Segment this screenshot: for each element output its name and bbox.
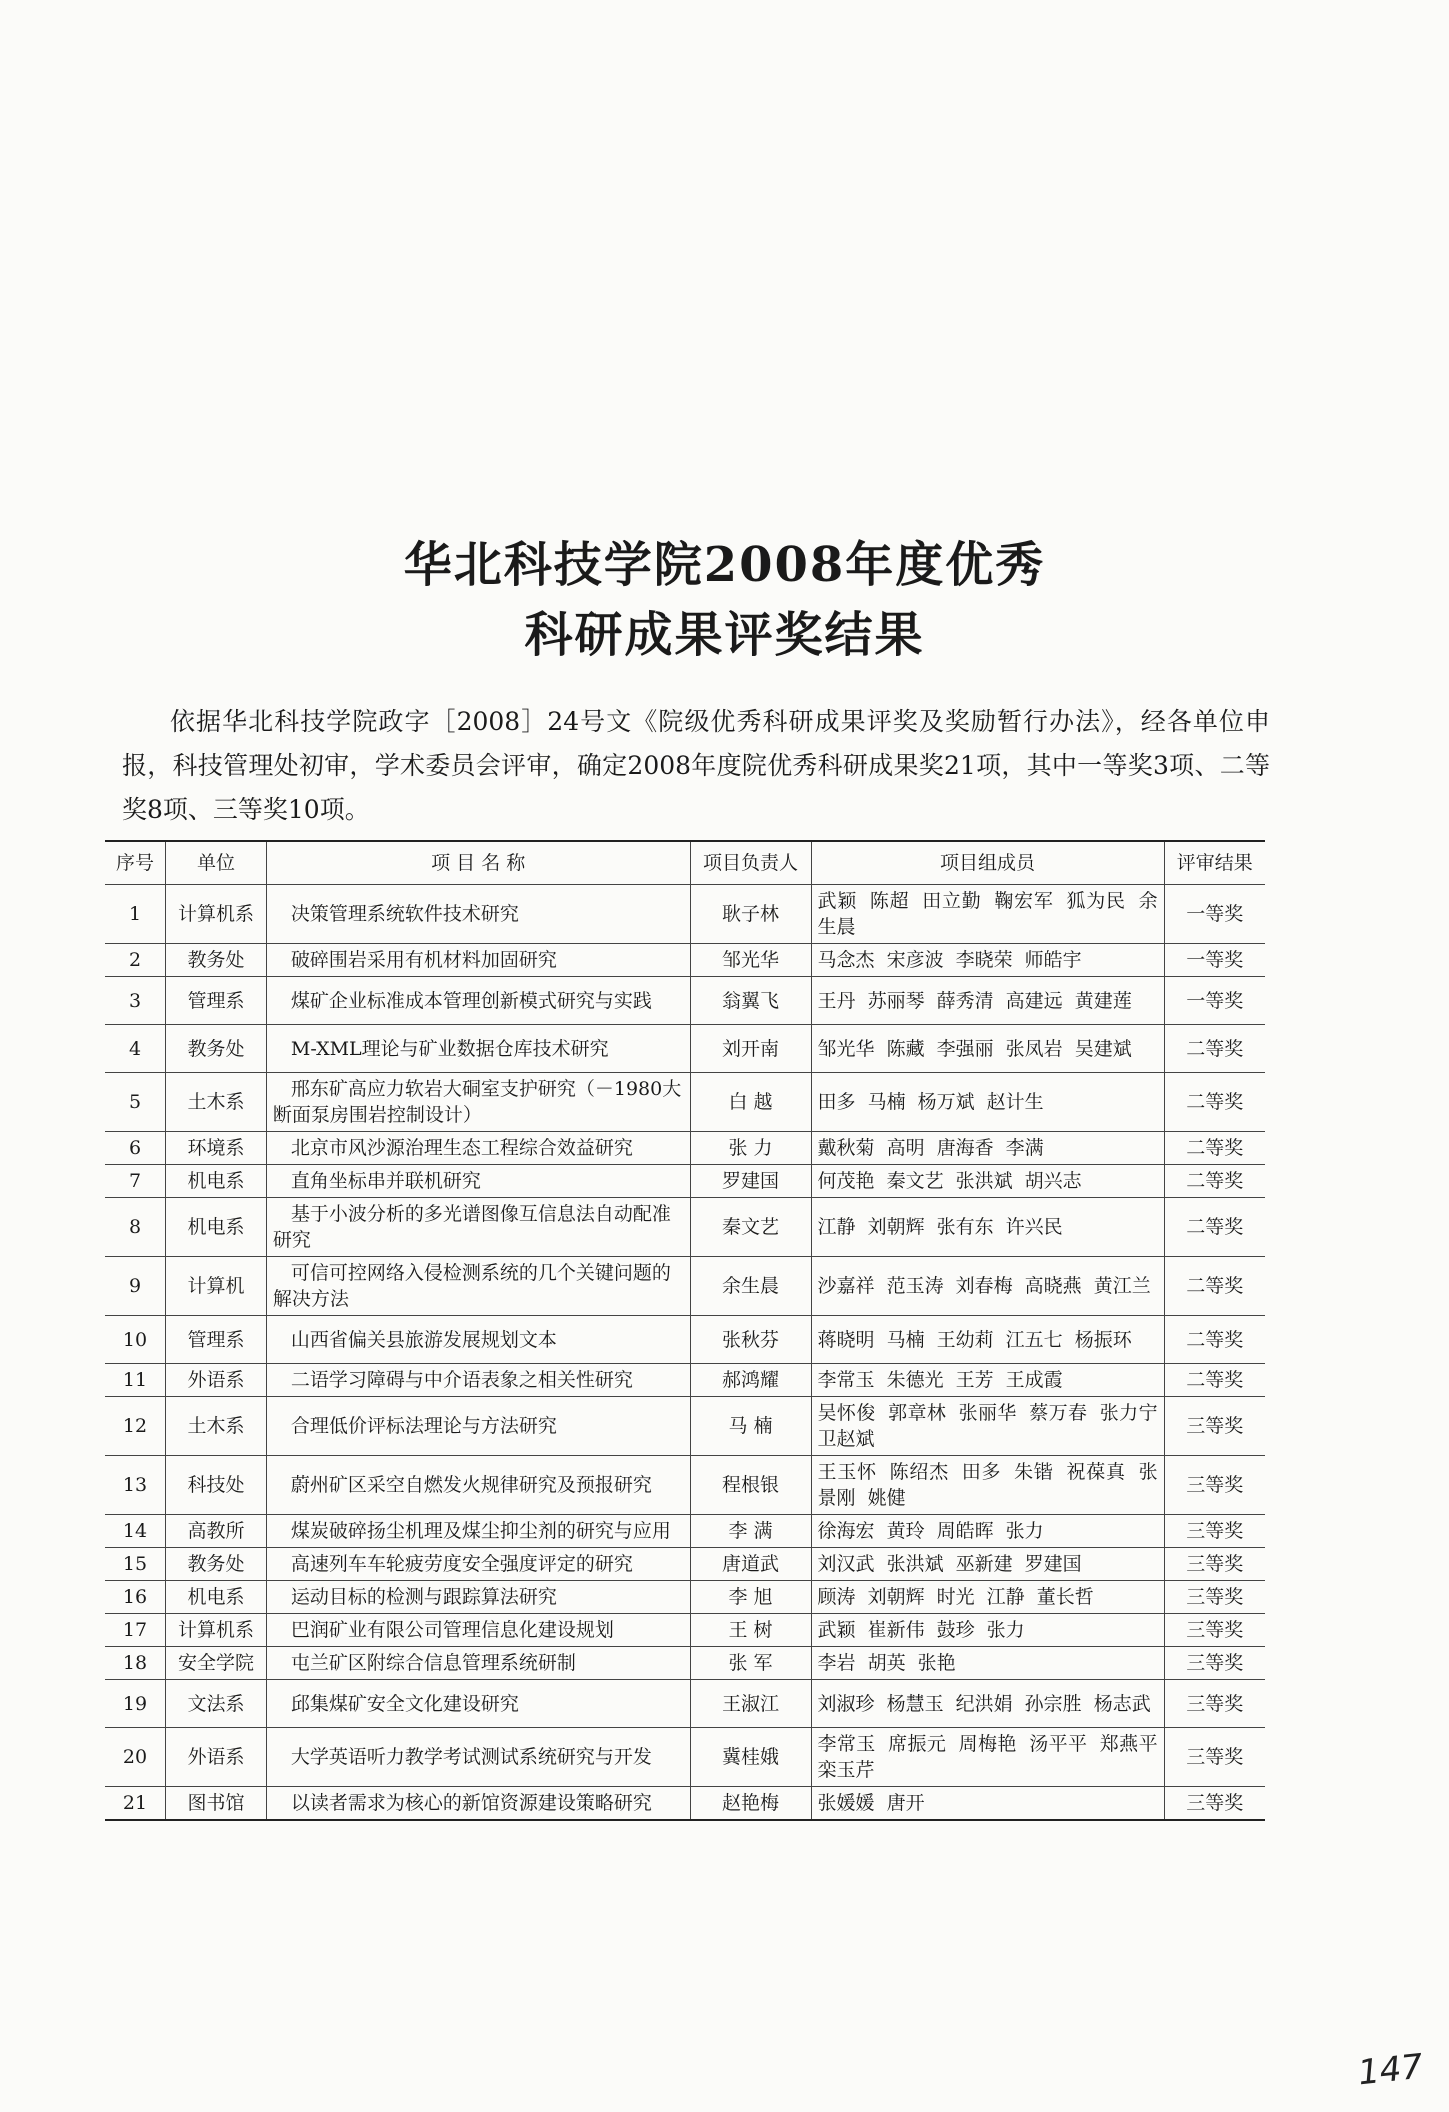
cell-leader: 张秋芬 [690, 1316, 811, 1364]
cell-members: 武颖 崔新伟 鼓珍 张力 [811, 1614, 1164, 1647]
table-row [105, 1647, 1265, 1680]
table-header-row [105, 841, 1265, 885]
cell-no: 5 [105, 1073, 166, 1132]
cell-members: 张媛媛 唐开 [811, 1787, 1164, 1821]
cell-unit: 外语系 [166, 1364, 267, 1397]
cell-project-name: 可信可控网络入侵检测系统的几个关键问题的解决方法 [266, 1257, 690, 1316]
table-row [105, 1515, 1265, 1548]
cell-members: 李常玉 朱德光 王芳 王成霞 [811, 1364, 1164, 1397]
cell-result: 二等奖 [1164, 1132, 1265, 1165]
table-row [105, 1198, 1265, 1257]
cell-leader: 郝鸿耀 [690, 1364, 811, 1397]
cell-result: 二等奖 [1164, 1198, 1265, 1257]
table-row [105, 1132, 1265, 1165]
cell-leader: 李 旭 [690, 1581, 811, 1614]
cell-leader: 刘开南 [690, 1025, 811, 1073]
cell-unit: 土木系 [166, 1397, 267, 1456]
cell-members: 沙嘉祥 范玉涛 刘春梅 高晓燕 黄江兰 [811, 1257, 1164, 1316]
cell-project-name: 邱集煤矿安全文化建设研究 [266, 1680, 690, 1728]
table-row [105, 1548, 1265, 1581]
cell-leader: 冀桂娥 [690, 1728, 811, 1787]
cell-no: 15 [105, 1548, 166, 1581]
table-row [105, 1614, 1265, 1647]
cell-leader: 余生晨 [690, 1257, 811, 1316]
cell-result: 二等奖 [1164, 1025, 1265, 1073]
table-row [105, 1680, 1265, 1728]
table-row [105, 1787, 1265, 1821]
cell-project-name: 大学英语听力教学考试测试系统研究与开发 [266, 1728, 690, 1787]
cell-project-name: 北京市风沙源治理生态工程综合效益研究 [266, 1132, 690, 1165]
cell-unit: 管理系 [166, 977, 267, 1025]
cell-unit: 外语系 [166, 1728, 267, 1787]
cell-project-name: 直角坐标串并联机研究 [266, 1165, 690, 1198]
cell-leader: 李 满 [690, 1515, 811, 1548]
cell-unit: 计算机系 [166, 1614, 267, 1647]
cell-result: 三等奖 [1164, 1614, 1265, 1647]
cell-project-name: 巴润矿业有限公司管理信息化建设规划 [266, 1614, 690, 1647]
cell-no: 17 [105, 1614, 166, 1647]
cell-members: 王玉怀 陈绍杰 田多 朱锴 祝葆真 张景刚 姚健 [811, 1456, 1164, 1515]
cell-project-name: 高速列车车轮疲劳度安全强度评定的研究 [266, 1548, 690, 1581]
cell-no: 9 [105, 1257, 166, 1316]
cell-result: 三等奖 [1164, 1456, 1265, 1515]
cell-members: 邹光华 陈藏 李强丽 张凤岩 吴建斌 [811, 1025, 1164, 1073]
table-row [105, 1025, 1265, 1073]
cell-no: 7 [105, 1165, 166, 1198]
cell-no: 18 [105, 1647, 166, 1680]
cell-no: 14 [105, 1515, 166, 1548]
cell-no: 11 [105, 1364, 166, 1397]
cell-no: 2 [105, 944, 166, 977]
cell-members: 吴怀俊 郭章林 张丽华 蔡万春 张力宁 卫赵斌 [811, 1397, 1164, 1456]
cell-result: 三等奖 [1164, 1548, 1265, 1581]
cell-result: 三等奖 [1164, 1515, 1265, 1548]
cell-project-name: 破碎围岩采用有机材料加固研究 [266, 944, 690, 977]
cell-unit: 机电系 [166, 1198, 267, 1257]
cell-leader: 程根银 [690, 1456, 811, 1515]
cell-no: 8 [105, 1198, 166, 1257]
document-title [0, 530, 1449, 670]
cell-leader: 耿子林 [690, 885, 811, 944]
table-row [105, 1456, 1265, 1515]
cell-project-name: 运动目标的检测与跟踪算法研究 [266, 1581, 690, 1614]
cell-members: 马念杰 宋彦波 李晓荣 师皓宇 [811, 944, 1164, 977]
cell-project-name: 二语学习障碍与中介语表象之相关性研究 [266, 1364, 690, 1397]
cell-leader: 王 树 [690, 1614, 811, 1647]
cell-result: 二等奖 [1164, 1364, 1265, 1397]
cell-leader: 秦文艺 [690, 1198, 811, 1257]
cell-unit: 高教所 [166, 1515, 267, 1548]
cell-project-name: 基于小波分析的多光谱图像互信息法自动配准研究 [266, 1198, 690, 1257]
cell-unit: 机电系 [166, 1165, 267, 1198]
cell-unit: 图书馆 [166, 1787, 267, 1821]
cell-no: 4 [105, 1025, 166, 1073]
table-row [105, 1397, 1265, 1456]
table-row [105, 1165, 1265, 1198]
cell-members: 王丹 苏丽琴 薛秀清 高建远 黄建莲 [811, 977, 1164, 1025]
cell-members: 李岩 胡英 张艳 [811, 1647, 1164, 1680]
cell-result: 三等奖 [1164, 1728, 1265, 1787]
cell-leader: 王淑江 [690, 1680, 811, 1728]
cell-no: 6 [105, 1132, 166, 1165]
cell-leader: 张 力 [690, 1132, 811, 1165]
cell-unit: 机电系 [166, 1581, 267, 1614]
cell-members: 徐海宏 黄玲 周皓晖 张力 [811, 1515, 1164, 1548]
table-row [105, 1581, 1265, 1614]
cell-members: 蒋晓明 马楠 王幼莉 江五七 杨振环 [811, 1316, 1164, 1364]
cell-result: 二等奖 [1164, 1316, 1265, 1364]
cell-result: 一等奖 [1164, 944, 1265, 977]
cell-leader: 白 越 [690, 1073, 811, 1132]
cell-project-name: 煤炭破碎扬尘机理及煤尘抑尘剂的研究与应用 [266, 1515, 690, 1548]
header-leader: 项目负责人 [690, 841, 811, 885]
header-project-name: 项 目 名 称 [266, 841, 690, 885]
cell-unit: 文法系 [166, 1680, 267, 1728]
title-line-1: 华北科技学院2008年度优秀 [403, 537, 1046, 593]
cell-result: 三等奖 [1164, 1680, 1265, 1728]
cell-result: 三等奖 [1164, 1581, 1265, 1614]
cell-no: 12 [105, 1397, 166, 1456]
cell-members: 刘汉武 张洪斌 巫新建 罗建国 [811, 1548, 1164, 1581]
cell-members: 顾涛 刘朝辉 时光 江静 董长哲 [811, 1581, 1164, 1614]
cell-members: 李常玉 席振元 周梅艳 汤平平 郑燕平 栾玉芹 [811, 1728, 1164, 1787]
cell-project-name: 煤矿企业标准成本管理创新模式研究与实践 [266, 977, 690, 1025]
cell-project-name: 决策管理系统软件技术研究 [266, 885, 690, 944]
table-row [105, 1073, 1265, 1132]
cell-result: 三等奖 [1164, 1787, 1265, 1821]
table-row [105, 1364, 1265, 1397]
cell-no: 21 [105, 1787, 166, 1821]
cell-project-name: M-XML理论与矿业数据仓库技术研究 [266, 1025, 690, 1073]
cell-unit: 管理系 [166, 1316, 267, 1364]
table-row [105, 977, 1265, 1025]
cell-unit: 教务处 [166, 1025, 267, 1073]
cell-result: 二等奖 [1164, 1165, 1265, 1198]
awards-table [105, 840, 1265, 1821]
table-row [105, 1316, 1265, 1364]
cell-project-name: 合理低价评标法理论与方法研究 [266, 1397, 690, 1456]
header-unit: 单位 [166, 841, 267, 885]
cell-project-name: 邢东矿高应力软岩大硐室支护研究（－1980大断面泵房围岩控制设计） [266, 1073, 690, 1132]
cell-no: 13 [105, 1456, 166, 1515]
title-line-2: 科研成果评奖结果 [524, 607, 925, 663]
cell-no: 20 [105, 1728, 166, 1787]
cell-project-name: 以读者需求为核心的新馆资源建设策略研究 [266, 1787, 690, 1821]
cell-leader: 张 军 [690, 1647, 811, 1680]
cell-members: 刘淑珍 杨慧玉 纪洪娟 孙宗胜 杨志武 [811, 1680, 1164, 1728]
table-row [105, 944, 1265, 977]
cell-leader: 唐道武 [690, 1548, 811, 1581]
cell-leader: 马 楠 [690, 1397, 811, 1456]
intro-paragraph: 依据华北科技学院政字［2008］24号文《院级优秀科研成果评奖及奖励暂行办法》，经各单位申报，科技管理处初审，学术委员会评审，确定2008年度院优秀科研成果奖21项，其中一等奖3项、二等奖8项、三等奖10项。 [122, 707, 1270, 824]
cell-no: 1 [105, 885, 166, 944]
cell-members: 戴秋菊 高明 唐海香 李满 [811, 1132, 1164, 1165]
cell-members: 何茂艳 秦文艺 张洪斌 胡兴志 [811, 1165, 1164, 1198]
cell-members: 田多 马楠 杨万斌 赵计生 [811, 1073, 1164, 1132]
cell-project-name: 蔚州矿区采空自燃发火规律研究及预报研究 [266, 1456, 690, 1515]
cell-result: 三等奖 [1164, 1397, 1265, 1456]
cell-leader: 邹光华 [690, 944, 811, 977]
cell-unit: 安全学院 [166, 1647, 267, 1680]
table-row [105, 885, 1265, 944]
cell-unit: 土木系 [166, 1073, 267, 1132]
header-no: 序号 [105, 841, 166, 885]
cell-project-name: 屯兰矿区附综合信息管理系统研制 [266, 1647, 690, 1680]
cell-leader: 罗建国 [690, 1165, 811, 1198]
header-result: 评审结果 [1164, 841, 1265, 885]
cell-result: 一等奖 [1164, 885, 1265, 944]
cell-unit: 科技处 [166, 1456, 267, 1515]
cell-result: 一等奖 [1164, 977, 1265, 1025]
cell-result: 二等奖 [1164, 1257, 1265, 1316]
cell-result: 三等奖 [1164, 1647, 1265, 1680]
cell-project-name: 山西省偏关县旅游发展规划文本 [266, 1316, 690, 1364]
cell-unit: 环境系 [166, 1132, 267, 1165]
cell-leader: 翁翼飞 [690, 977, 811, 1025]
cell-members: 武颖 陈超 田立勤 鞠宏军 狐为民 余生晨 [811, 885, 1164, 944]
cell-no: 16 [105, 1581, 166, 1614]
table-row [105, 1728, 1265, 1787]
cell-no: 10 [105, 1316, 166, 1364]
cell-no: 3 [105, 977, 166, 1025]
cell-unit: 教务处 [166, 944, 267, 977]
cell-leader: 赵艳梅 [690, 1787, 811, 1821]
header-members: 项目组成员 [811, 841, 1164, 885]
page-number: 147 [1356, 2046, 1425, 2094]
cell-members: 江静 刘朝辉 张有东 许兴民 [811, 1198, 1164, 1257]
cell-no: 19 [105, 1680, 166, 1728]
cell-unit: 计算机系 [166, 885, 267, 944]
cell-unit: 计算机 [166, 1257, 267, 1316]
cell-unit: 教务处 [166, 1548, 267, 1581]
table-row [105, 1257, 1265, 1316]
cell-result: 二等奖 [1164, 1073, 1265, 1132]
